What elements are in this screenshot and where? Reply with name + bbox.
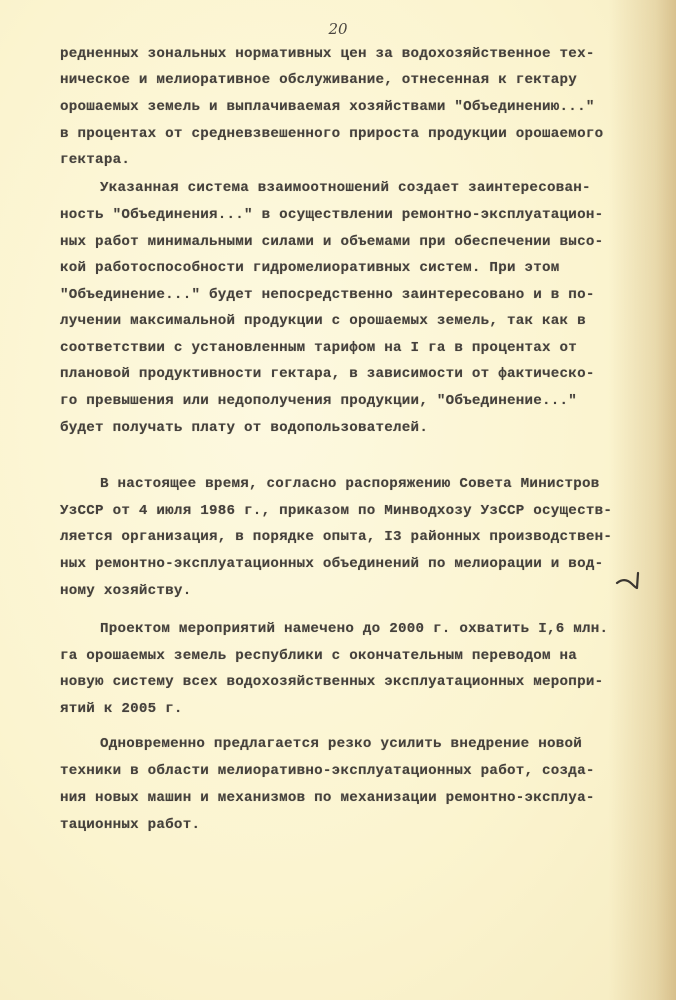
text-line: В настоящее время, согласно распоряжению Совета Министров	[100, 476, 600, 492]
text-line: ния новых машин и механизмов по механизации ремонтно-эксплуа-	[60, 790, 595, 806]
text-line: лучении максимальной продукции с орошаемых земель, так как в	[60, 313, 586, 329]
text-line: ность "Объединения..." в осуществлении ремонтно-эксплуатацион-	[60, 207, 604, 223]
text-line: кой работоспособности гидромелиоративных систем. При этом	[60, 260, 560, 276]
text-line: Указанная система взаимоотношений создает заинтересован-	[100, 180, 591, 196]
text-line: редненных зональных нормативных цен за водохозяйственное тех-	[60, 46, 595, 62]
handwritten-checkmark-icon	[615, 570, 645, 600]
text-line: плановой продуктивности гектара, в зависимости от фактическо-	[60, 366, 595, 382]
text-line: ляется организация, в порядке опыта, I3 районных производствен-	[60, 529, 613, 545]
text-line: тационных работ.	[60, 817, 201, 833]
text-line: ных работ минимальными силами и объемами при обеспечении высо-	[60, 234, 604, 250]
text-line: орошаемых земель и выплачиваемая хозяйствами "Объединению..."	[60, 99, 595, 115]
text-line: ных ремонтно-эксплуатационных объединений по мелиорации и вод-	[60, 556, 604, 572]
text-line: будет получать плату от водопользователей.	[60, 420, 429, 436]
text-line: Проектом мероприятий намечено до 2000 г. охватить I,6 млн.	[100, 621, 609, 637]
text-line: ному хозяйству.	[60, 583, 192, 599]
text-line: "Объединение..." будет непосредственно заинтересовано и в по-	[60, 287, 595, 303]
text-line: в процентах от средневзвешенного прироста продукции орошаемого	[60, 126, 604, 142]
text-line: ническое и мелиоративное обслуживание, отнесенная к гектару	[60, 72, 578, 88]
text-line: УзССР от 4 июля 1986 г., приказом по Минводхозу УзССР осуществ-	[60, 503, 613, 519]
text-line: соответствии с установленным тарифом на I га в процентах от	[60, 340, 578, 356]
text-line: го превышения или недополучения продукции, "Объединение..."	[60, 393, 578, 409]
text-line: техники в области мелиоративно-эксплуатационных работ, созда-	[60, 763, 595, 779]
page-number: 20	[328, 20, 348, 38]
text-line: гектара.	[60, 152, 131, 168]
text-line: ятий к 2005 г.	[60, 701, 183, 717]
text-line: новую систему всех водохозяйственных эксплуатационных меропри-	[60, 674, 604, 690]
text-line: га орошаемых земель республики с окончательным переводом на	[60, 648, 578, 664]
text-line: Одновременно предлагается резко усилить внедрение новой	[100, 736, 583, 752]
